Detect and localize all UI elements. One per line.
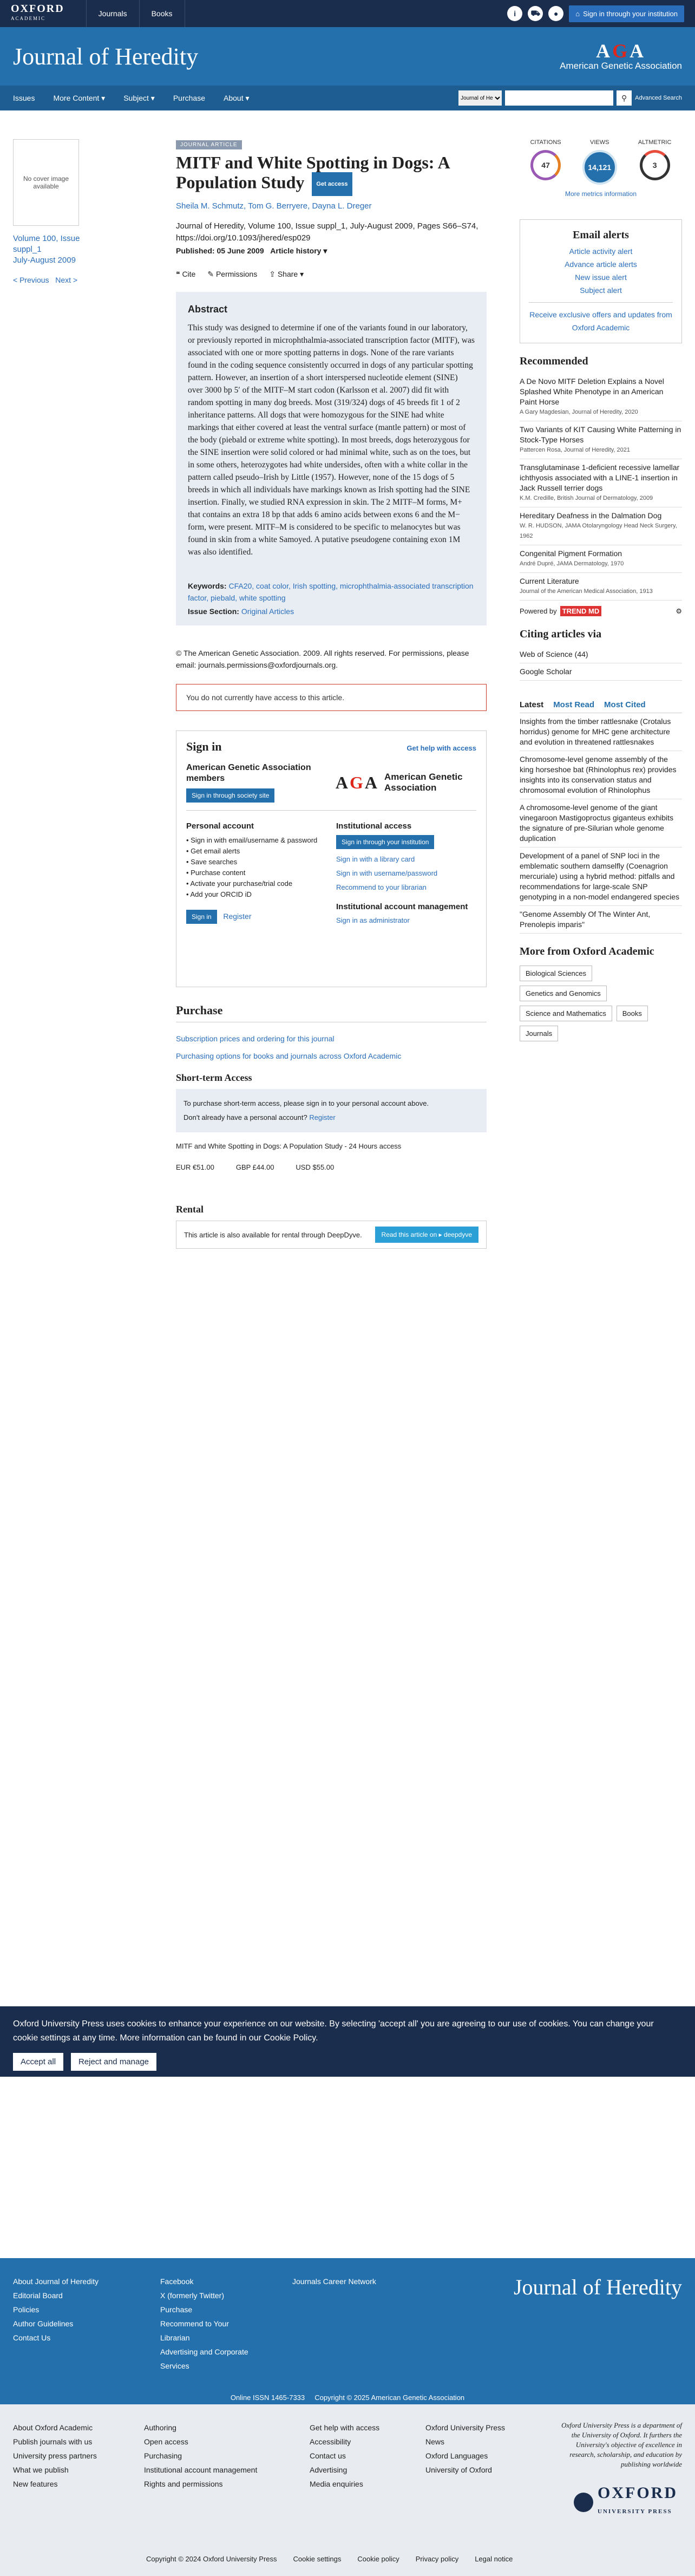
views-ring: 14,121 [582, 150, 617, 185]
more-from-heading: More from Oxford Academic [520, 945, 654, 957]
issue-link[interactable]: Volume 100, Issue suppl_1 [13, 234, 80, 254]
keywords: Keywords: CFA20, coat color, Irish spotting, microphthalmia-associated transcription factor, piebald, white spotting [188, 582, 474, 602]
citations-ring: 47 [530, 150, 561, 180]
subscription-link[interactable]: Subscription prices and ordering for this journal [176, 1034, 335, 1043]
tab-most-cited[interactable]: Most Cited [604, 700, 646, 709]
footer-help-access[interactable]: Get help with access [310, 2423, 380, 2432]
oup-footer [0, 2404, 695, 2576]
web-of-science-link[interactable]: Web of Science (44) [520, 646, 682, 663]
access-item: MITF and White Spotting in Dogs: A Population Study - 24 Hours access [176, 1142, 402, 1150]
footer-advert[interactable]: Advertising [310, 2466, 348, 2474]
society-members-label: American Genetic Association members [186, 763, 311, 783]
footer-media[interactable]: Media enquiries [310, 2480, 363, 2488]
cover-image-placeholder: No cover image available [13, 139, 79, 226]
search-scope-select[interactable] [458, 90, 502, 106]
issue-section-link[interactable]: Original Articles [241, 607, 294, 616]
deepdyve-button[interactable]: Read this article on ▸ deepdyve [375, 1227, 478, 1243]
latest-item[interactable]: A chromosome-level genome of the giant vinegaroon Mastigoproctus giganteus exhibits the signature of pre-Silurian whole genome duplication [520, 799, 682, 847]
nav-books[interactable]: Books [139, 0, 185, 27]
signin-institution-button[interactable]: ⌂ Sign in through your institution [569, 5, 684, 22]
journal-header [0, 27, 695, 86]
tab-most-read[interactable]: Most Read [553, 700, 595, 709]
alert-advance-articles[interactable]: Advance article alerts [565, 260, 637, 269]
author-list[interactable]: Sheila M. Schmutz, Tom G. Berryere, Dayna L. Dreger [176, 201, 372, 211]
footer-about-oa[interactable]: About Oxford Academic [13, 2423, 93, 2432]
accept-all-button[interactable]: Accept all [13, 2053, 63, 2071]
footer-purchase[interactable]: Purchase [160, 2305, 193, 2314]
footer-accessibility[interactable]: Accessibility [310, 2437, 351, 2446]
chip-genetics[interactable]: Genetics and Genomics [520, 986, 607, 1001]
footer-author-guidelines[interactable]: Author Guidelines [13, 2319, 74, 2328]
chip-journals[interactable]: Journals [520, 1026, 558, 1041]
footer-authoring[interactable]: Authoring [144, 2423, 176, 2432]
altmetric-ring: 3 [640, 150, 670, 180]
footer-new-features[interactable]: New features [13, 2480, 58, 2488]
citation-line: Journal of Heredity, Volume 100, Issue suppl_1, July-August 2009, Pages S66–S74, https://doi.org/10.1093/jhered/esp029 [176, 221, 478, 243]
search-icon[interactable]: ⚲ [617, 90, 632, 106]
footer-publish[interactable]: Publish journals with us [13, 2437, 93, 2446]
account-icon[interactable]: ● [548, 6, 563, 21]
abstract-text: This study was designed to determine if one of the variants found in our laboratory, or previously reported in microphthalmia-associated transcription factor (MITF), was associated with one or more spotting patterns in dogs. None of the rare variants found in the coding sequence consistently occurred in dogs of any particular spotting pattern. However, an insertion of a short interspersed nucleotide element (SINE) over 3000 bp 5′ of the MITF–M start codon (Karlsson et al. 2007) did fit with random spotting in many dog breeds. Most (319/324) dogs of 45 breeds fit 1 of 2 inheritance patterns. All dogs that were homozygous for the SINE had white markings that either covered at least the ventral surface (mantle pattern) or most of the body (piebald or extreme white spotting). In most breeds, dogs heterozygous for the SINE insertion were solid colored or had minimal white, such as on the toes, but in some others, heterozygotes had white undersides, often with a white collar in the pattern called pseudo–Irish by Little (1957). However, none of the 15 dogs of 5 breeds in which all individuals have markings known as Irish spotting had the SINE insertion. Finally, we studied RNA expression in skin. The 2 MITF–M forms, M+ that contains an extra 18 bp that adds 6 amino acids between exons 6 and the M− form, were present. MITF–M is considered to be specific to melanocytes but was found in skin from a white Samoyed. A putative pseudogene containing exon 1M was also identified. [188, 323, 475, 557]
footer-oup[interactable]: Oxford University Press [425, 2423, 506, 2432]
legal-notice-link[interactable]: Legal notice [475, 2555, 513, 2563]
privacy-policy-link[interactable]: Privacy policy [415, 2555, 459, 2563]
advanced-search-link[interactable]: Advanced Search [635, 94, 682, 101]
nav-journals[interactable]: Journals [86, 0, 139, 27]
search-input[interactable] [505, 90, 613, 106]
cookie-text: Oxford University Press uses cookies to enhance your experience on our website. By selecting 'accept all' you are agreeing to our use of cookies. You can change your cookie settings at any time. More information can be found in our Cookie Policy. [13, 2019, 654, 2043]
recommend-librarian-link[interactable]: Recommend to your librarian [336, 883, 427, 891]
exclusive-offers-link[interactable]: Receive exclusive offers and updates from Oxford Academic [529, 310, 672, 332]
article-type-tag: JOURNAL ARTICLE [176, 140, 242, 149]
get-help-access-link[interactable]: Get help with access [406, 744, 476, 752]
journal-title[interactable]: Journal of Heredity [13, 43, 199, 70]
institution-icon: ⌂ [575, 9, 580, 18]
reject-manage-button[interactable]: Reject and manage [71, 2053, 156, 2071]
personal-account-heading: Personal account [186, 821, 254, 831]
article-history-toggle[interactable]: Article history ▾ [270, 246, 327, 255]
library-card-link[interactable]: Sign in with a library card [336, 855, 415, 863]
society-signin-button[interactable]: Sign in through society site [186, 788, 274, 803]
share-button[interactable]: ⇪ Share ▾ [269, 270, 304, 278]
recommended-item[interactable]: Hereditary Deafness in the Dalmation Dog W. R. HUDSON, JAMA Otolaryngology Head Neck Surgery, 1962 [520, 507, 682, 545]
top-bar [0, 0, 695, 27]
price-options[interactable]: EUR €51.00 GBP £44.00 USD $55.00 [176, 1163, 335, 1171]
metrics-widget[interactable]: CITATIONS 47 VIEWS 14,121 ALTMETRIC 3 [520, 139, 682, 185]
prev-link[interactable]: < Previous [13, 276, 49, 284]
journal-footer [0, 2258, 695, 2404]
nav-subject[interactable]: Subject ▾ [123, 93, 155, 102]
get-access-button[interactable]: Get access [312, 172, 352, 196]
recommended-item[interactable]: A De Novo MITF Deletion Explains a Novel Splashed White Phenotype in an American Paint Horse A Gary Magdesian, Journal of Heredity, 2020 [520, 373, 682, 421]
personal-benefits-list: • Sign in with email/username & password • Get email alerts • Save searches • Purchase content • Activate your purchase/trial code • Add your ORCID iD [186, 835, 326, 900]
no-access-notice: You do not currently have access to this article. [176, 684, 487, 711]
footer-about-journal[interactable]: About Journal of Heredity [13, 2277, 99, 2286]
rental-box: This article is also available for rental through DeepDyve. Read this article on ▸ deepdyve [176, 1221, 487, 1249]
inst-mgmt-heading: Institutional account management [336, 902, 468, 911]
short-register-link[interactable]: Register [309, 1113, 336, 1121]
journal-nav [0, 86, 695, 110]
footer-editorial-board[interactable]: Editorial Board [13, 2291, 63, 2300]
citing-heading: Citing articles via [520, 628, 602, 640]
nav-issues[interactable]: Issues [13, 94, 35, 102]
recommended-item[interactable]: Current Literature Journal of the American Medical Association, 1913 [520, 573, 682, 601]
footer-advertising[interactable]: Advertising and Corporate Services [160, 2347, 248, 2370]
purchase-heading: Purchase [176, 1003, 223, 1017]
footer-news[interactable]: News [425, 2437, 445, 2446]
info-icon[interactable]: i [507, 6, 522, 21]
aga-logo[interactable]: AGA American Genetic Association [560, 40, 682, 71]
chip-biological-sciences[interactable]: Biological Sciences [520, 966, 592, 981]
institution-signin-button[interactable]: Sign in through your institution [336, 835, 434, 849]
recommended-item[interactable]: Two Variants of KIT Causing White Patterning in Stock-Type Horses Pattercen Rosa, Journal of Heredity, 2021 [520, 421, 682, 459]
purchasing-options-link[interactable]: Purchasing options for books and journals across Oxford Academic [176, 1052, 402, 1060]
legal-links: Copyright © 2024 Oxford University Press Cookie settings Cookie policy Privacy policy Legal notice [146, 2555, 513, 2563]
more-metrics-link[interactable]: More metrics information [565, 190, 637, 198]
latest-item[interactable]: Insights from the timber rattlesnake (Crotalus horridus) genome for MHC gene architecture and evolution in threatened rattlesnakes [520, 713, 682, 751]
footer-twitter[interactable]: X (formerly Twitter) [160, 2291, 224, 2300]
footer-inst-account[interactable]: Institutional account management [144, 2466, 258, 2474]
footer-recommend[interactable]: Recommend to Your Librarian [160, 2319, 229, 2342]
nav-about[interactable]: About ▾ [224, 93, 250, 102]
admin-signin-link[interactable]: Sign in as administrator [336, 916, 410, 924]
institutional-access-heading: Institutional access [336, 821, 412, 831]
latest-item[interactable]: Chromosome-level genome assembly of the king horseshoe bat (Rhinolophus rex) provides insights into its conservation status and chromosomal evolution of Rhinolophus [520, 751, 682, 799]
issue-date-link[interactable]: July-August 2009 [13, 256, 76, 265]
alert-article-activity[interactable]: Article activity alert [569, 247, 633, 256]
oup-logo[interactable]: OXFORD UNIVERSITY PRESS [574, 2486, 678, 2519]
aga-logo-small: AGA American Genetic Association [335, 772, 463, 793]
footer-what-we-publish[interactable]: What we publish [13, 2466, 69, 2474]
oxford-academic-logo[interactable]: OXFORD ACADEMIC [11, 3, 64, 21]
footer-contact-us[interactable]: Contact us [310, 2451, 346, 2460]
permissions-button[interactable]: ✎ Permissions [207, 270, 258, 278]
copyright-text: © The American Genetic Association. 2009. All rights reserved. For permissions, please email: journals.permissions@oxfordjournals.org. [176, 649, 469, 669]
footer-contact[interactable]: Contact Us [13, 2333, 51, 2342]
alert-subject[interactable]: Subject alert [580, 286, 622, 295]
keyword-links[interactable]: CFA20, coat color, Irish spotting, microphthalmia-associated transcription factor, piebald, white spotting [188, 582, 474, 602]
oup-mission: Oxford University Press is a department of the University of Oxford. It furthers the University's objective of excellence in research, scholarship, and education by publishing worldwide [561, 2421, 682, 2468]
nav-more-content[interactable]: More Content ▾ [53, 93, 106, 102]
short-term-heading: Short-term Access [176, 1072, 252, 1083]
signin-panel: Sign in Get help with access American Genetic Association members Sign in through society site AGA American Genetic Association Personal account • Sign in with email/username & password • Get email alerts • Save searches • Purchase content • Activate your purchase/trial code • Add your ORCID iD Sign in Register Institutional access Sign in through your institution Sign in with a library card Sign in with username/password Recommend to your librarian Institutional account management Sign in as administrator [176, 731, 487, 987]
google-scholar-link[interactable]: Google Scholar [520, 663, 682, 681]
article-title: MITF and White Spotting in Dogs: A Population Study Get access [176, 153, 487, 196]
latest-item[interactable]: "Genome Assembly Of The Winter Ant, Prenolepis imparis" [520, 906, 682, 934]
cite-button[interactable]: ❝ Cite [176, 270, 196, 278]
abstract-heading: Abstract [188, 304, 228, 315]
personal-signin-button[interactable]: Sign in [186, 910, 217, 924]
footer-uni-oxford[interactable]: University of Oxford [425, 2466, 492, 2474]
recommended-item[interactable]: Transglutaminase 1-deficient recessive lamellar ichthyosis associated with a LINE-1 insertion in Jack Russell terrier dogs K.M. Credille, British Journal of Dermatology, 2009 [520, 459, 682, 507]
email-alerts-box: Email alerts Article activity alert Advance article alerts New issue alert Subject alert Receive exclusive offers and updates from Oxford Academic [520, 219, 682, 343]
footer-purchasing[interactable]: Purchasing [144, 2451, 182, 2460]
trendmd-attribution[interactable]: Powered by TREND MD ⚙ [520, 606, 682, 615]
username-password-link[interactable]: Sign in with username/password [336, 869, 438, 877]
tab-latest[interactable]: Latest [520, 700, 544, 709]
footer-journal-title: Journal of Heredity [513, 2275, 682, 2299]
rental-heading: Rental [176, 1204, 204, 1215]
chip-science-math[interactable]: Science and Mathematics [520, 1006, 612, 1021]
cookie-settings-link[interactable]: Cookie settings [293, 2555, 342, 2563]
footer-open-access[interactable]: Open access [144, 2437, 188, 2446]
cart-icon[interactable]: ⛟ [528, 6, 543, 21]
cookie-banner [0, 2006, 695, 2077]
next-link[interactable]: Next > [55, 276, 78, 284]
abstract-panel: Abstract This study was designed to determine if one of the variants found in our laboratory, or previously reported in microphthalmia-associated transcription factor (MITF), was associated with one or more spotting patterns in dogs. None of the rare variants found in the coding sequence consistently occurred in dogs of any particular spotting pattern. However, an insertion of a short interspersed nucleotide element (SINE) over 3000 bp 5′ of the MITF–M start codon (Karlsson et al. 2007) did fit with random spotting in many dog breeds. Most (319/324) dogs of 45 breeds fit 1 of 2 inheritance patterns. All dogs that were homozygous for the SINE had white markings that either covered at least the ventral surface (mantle pattern) or most of the body (piebald or extreme white spotting). In most breeds, dogs heterozygous for the SINE insertion were solid colored or had minimal white, such as on the toes, but in some others, heterozygotes had white undersides, often with a white collar in the pattern called pseudo–Irish by Little (1957). However, none of the 15 dogs of 5 breeds in which all individuals have markings known as Irish spotting had the SINE insertion. Finally, we studied RNA expression in skin. The 2 MITF–M forms, M+ that contains an extra 18 bp that adds 6 amino acids between exons 6 and the M− form, were present. MITF–M is considered to be specific to melanocytes but was found in skin from a white Samoyed. A putative pseudogene containing exon 1M was also identified. Keywords: CFA20, coat color, Irish spotting, microphthalmia-associated transcription factor, piebald, white spotting Issue Section: Original Articles [176, 292, 487, 625]
chip-books[interactable]: Books [617, 1006, 648, 1021]
register-link[interactable]: Register [223, 912, 252, 921]
footer-facebook[interactable]: Facebook [160, 2277, 194, 2286]
latest-item[interactable]: Development of a panel of SNP loci in the emblematic southern damselfly (Coenagrion mercuriale) using a hybrid method: pitfalls and recommendations for large-scale SNP genotyping in a non-model endangered species [520, 847, 682, 906]
footer-issn: Online ISSN 1465-7333 Copyright © 2025 American Genetic Association [230, 2394, 465, 2402]
recommended-item[interactable]: Congenital Pigment Formation André Dupré, JAMA Dermatology, 1970 [520, 545, 682, 573]
footer-careers[interactable]: Journals Career Network [292, 2277, 376, 2286]
nav-purchase[interactable]: Purchase [173, 94, 205, 102]
footer-policies[interactable]: Policies [13, 2305, 40, 2314]
alert-new-issue[interactable]: New issue alert [575, 273, 627, 282]
footer-rights[interactable]: Rights and permissions [144, 2480, 223, 2488]
footer-partners[interactable]: University press partners [13, 2451, 97, 2460]
footer-languages[interactable]: Oxford Languages [425, 2451, 488, 2460]
cookie-policy-link[interactable]: Cookie policy [357, 2555, 399, 2563]
short-term-box: To purchase short-term access, please sign in to your personal account above. Don't already have a personal account? Register [176, 1089, 487, 1132]
gear-icon[interactable]: ⚙ [676, 606, 682, 615]
published-date: Published: 05 June 2009 [176, 246, 264, 255]
recommended-heading: Recommended [520, 355, 588, 367]
